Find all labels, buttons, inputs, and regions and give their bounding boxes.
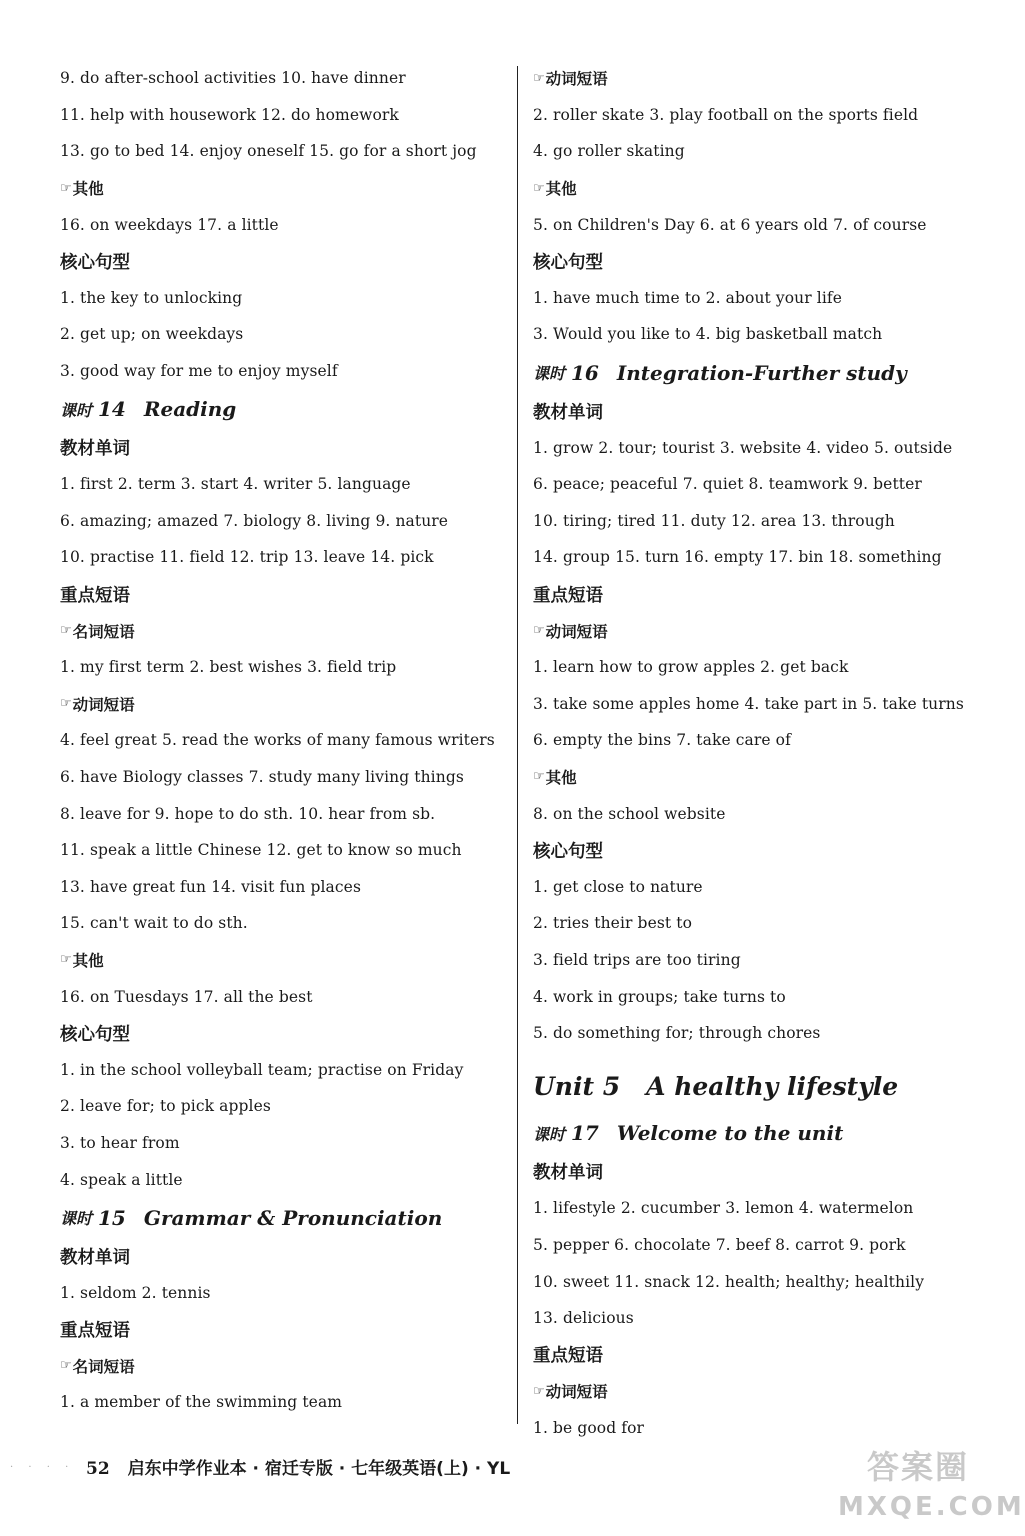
subsection-heading (533, 170, 993, 207)
pointing-hand-icon: ☞ (533, 180, 545, 196)
answer-line: 6. empty the bins 7. take care of (533, 731, 791, 750)
answer-line: 1. have much time to 2. about your life (533, 288, 843, 307)
lesson-keyword: 课时 (60, 1209, 93, 1229)
pointing-hand-icon: ☞ (60, 180, 72, 196)
lesson-keyword: 课时 (533, 1124, 566, 1144)
lesson-title: Reading (143, 397, 237, 422)
section-heading: 重点短语 (60, 585, 130, 606)
pointing-hand-icon: ☞ (533, 769, 545, 785)
answer-line: 1. grow 2. tour; tourist 3. website 4. video 5. outside (533, 438, 953, 457)
answer-line: 1. get close to nature (533, 877, 703, 896)
lesson-heading (533, 353, 993, 393)
answer-line: 5. pepper 6. chocolate 7. beef 8. carrot 9. pork (533, 1235, 906, 1254)
section-heading: 教材单词 (533, 1163, 603, 1184)
footer-dots: · · · · (10, 1462, 75, 1473)
pointing-hand-icon: ☞ (60, 952, 72, 968)
answer-line: 11. help with housework 12. do homework (60, 105, 399, 124)
lesson-title: Grammar & Pronunciation (143, 1205, 443, 1230)
section-heading: 核心句型 (533, 841, 603, 862)
lesson-heading (533, 1113, 993, 1153)
answer-line: 8. leave for 9. hope to do sth. 10. hear from sb. (60, 804, 436, 823)
pointing-hand-icon: ☞ (60, 1358, 72, 1374)
lesson-title: Welcome to the unit (616, 1121, 844, 1146)
left-column (60, 60, 510, 1421)
answer-line: 3. take some apples home 4. take part in 5. take turns (533, 694, 964, 713)
answer-line: 3. Would you like to 4. big basketball match (533, 325, 883, 344)
lesson-heading (60, 1198, 510, 1238)
subsection-heading (60, 686, 510, 723)
subsection-label: 动词短语 (545, 622, 608, 641)
column-divider (517, 66, 518, 1424)
answer-line: 10. practise 11. field 12. trip 13. leave 14. pick (60, 548, 434, 567)
unit-heading (533, 1059, 993, 1113)
answer-line: 2. tries their best to (533, 914, 693, 933)
watermark-top: 答案圈 (866, 1448, 969, 1486)
answer-line: 5. do something for; through chores (533, 1024, 821, 1043)
page-number: 52 (86, 1459, 110, 1479)
lesson-number: 15 (98, 1205, 126, 1230)
subsection-heading (533, 759, 993, 796)
pointing-hand-icon: ☞ (60, 696, 72, 712)
subsection-heading (533, 1373, 993, 1410)
answer-line: 6. amazing; amazed 7. biology 8. living 9. nature (60, 511, 449, 530)
section-heading: 教材单词 (533, 402, 603, 423)
lesson-keyword: 课时 (533, 364, 566, 384)
book-title: 启东中学作业本 · 宿迁专版 · 七年级英语(上) · YL (127, 1459, 511, 1479)
subsection-label: 名词短语 (72, 1357, 135, 1376)
section-heading: 教材单词 (60, 1247, 130, 1268)
answer-line: 2. get up; on weekdays (60, 325, 244, 344)
answer-line: 1. be good for (533, 1418, 645, 1437)
subsection-label: 其他 (72, 180, 104, 199)
subsection-heading (533, 612, 993, 649)
answer-line: 11. speak a little Chinese 12. get to know so much (60, 841, 462, 860)
page-footer (86, 1454, 510, 1479)
answer-line: 3. to hear from (60, 1133, 180, 1152)
pointing-hand-icon: ☞ (533, 1383, 545, 1399)
answer-line: 14. group 15. turn 16. empty 17. bin 18. something (533, 548, 942, 567)
answer-line: 4. go roller skating (533, 142, 685, 161)
lesson-title: Integration-Further study (616, 360, 907, 385)
section-heading: 核心句型 (60, 252, 130, 273)
answer-line: 9. do after-school activities 10. have dinner (60, 69, 406, 88)
section-heading: 重点短语 (533, 1346, 603, 1367)
answer-line: 10. sweet 11. snack 12. health; healthy; healthily (533, 1272, 925, 1291)
pointing-hand-icon: ☞ (533, 623, 545, 639)
lesson-heading (60, 389, 510, 429)
lesson-number: 17 (571, 1121, 599, 1146)
answer-line: 2. leave for; to pick apples (60, 1097, 271, 1116)
subsection-heading (60, 1348, 510, 1385)
answer-line: 15. can't wait to do sth. (60, 914, 248, 933)
subsection-label: 其他 (545, 180, 577, 199)
subsection-label: 动词短语 (545, 70, 608, 89)
subsection-label: 动词短语 (545, 1383, 608, 1402)
subsection-heading (60, 170, 510, 207)
lesson-keyword: 课时 (60, 400, 93, 420)
answer-line: 4. feel great 5. read the works of many famous writers (60, 731, 495, 750)
answer-line: 4. speak a little (60, 1170, 183, 1189)
answer-line: 1. learn how to grow apples 2. get back (533, 658, 849, 677)
answer-line: 6. peace; peaceful 7. quiet 8. teamwork 9. better (533, 475, 922, 494)
answer-line: 1. a member of the swimming team (60, 1393, 343, 1412)
section-heading: 重点短语 (60, 1320, 130, 1341)
answer-line: 13. have great fun 14. visit fun places (60, 877, 362, 896)
answer-line: 4. work in groups; take turns to (533, 987, 786, 1006)
unit-number: Unit 5 (533, 1071, 621, 1101)
answer-line: 10. tiring; tired 11. duty 12. area 13. through (533, 511, 895, 530)
answer-line: 5. on Children's Day 6. at 6 years old 7. of course (533, 215, 927, 234)
answer-line: 1. my first term 2. best wishes 3. field trip (60, 658, 397, 677)
answer-line: 3. field trips are too tiring (533, 950, 741, 969)
pointing-hand-icon: ☞ (60, 623, 72, 639)
lesson-number: 14 (98, 397, 126, 422)
lesson-number: 16 (571, 360, 599, 385)
answer-line: 1. lifestyle 2. cucumber 3. lemon 4. watermelon (533, 1199, 914, 1218)
answer-line: 1. the key to unlocking (60, 288, 243, 307)
answer-line: 3. good way for me to enjoy myself (60, 362, 338, 381)
subsection-heading (60, 942, 510, 979)
subsection-heading (60, 612, 510, 649)
answer-line: 1. in the school volleyball team; practise on Friday (60, 1060, 464, 1079)
answer-line: 6. have Biology classes 7. study many living things (60, 767, 464, 786)
subsection-heading (533, 60, 993, 97)
answer-line: 1. first 2. term 3. start 4. writer 5. language (60, 475, 411, 494)
section-heading: 教材单词 (60, 439, 130, 460)
subsection-label: 其他 (72, 951, 104, 970)
subsection-label: 动词短语 (72, 695, 135, 714)
watermark-logo (838, 1442, 1025, 1532)
section-heading: 核心句型 (533, 252, 603, 273)
pointing-hand-icon: ☞ (533, 70, 545, 86)
section-heading: 核心句型 (60, 1024, 130, 1045)
answer-line: 16. on Tuesdays 17. all the best (60, 987, 313, 1006)
subsection-label: 名词短语 (72, 622, 135, 641)
answer-line: 8. on the school website (533, 804, 726, 823)
unit-title: A healthy lifestyle (646, 1071, 899, 1101)
right-column (533, 60, 993, 1446)
answer-line: 13. delicious (533, 1309, 634, 1328)
watermark-bottom: MXQE.COM (838, 1492, 1025, 1522)
answer-line: 1. seldom 2. tennis (60, 1283, 211, 1302)
section-heading: 重点短语 (533, 585, 603, 606)
subsection-label: 其他 (545, 768, 577, 787)
answer-line: 16. on weekdays 17. a little (60, 215, 279, 234)
answer-line: 13. go to bed 14. enjoy oneself 15. go for a short jog (60, 142, 477, 161)
answer-line: 2. roller skate 3. play football on the sports field (533, 105, 919, 124)
